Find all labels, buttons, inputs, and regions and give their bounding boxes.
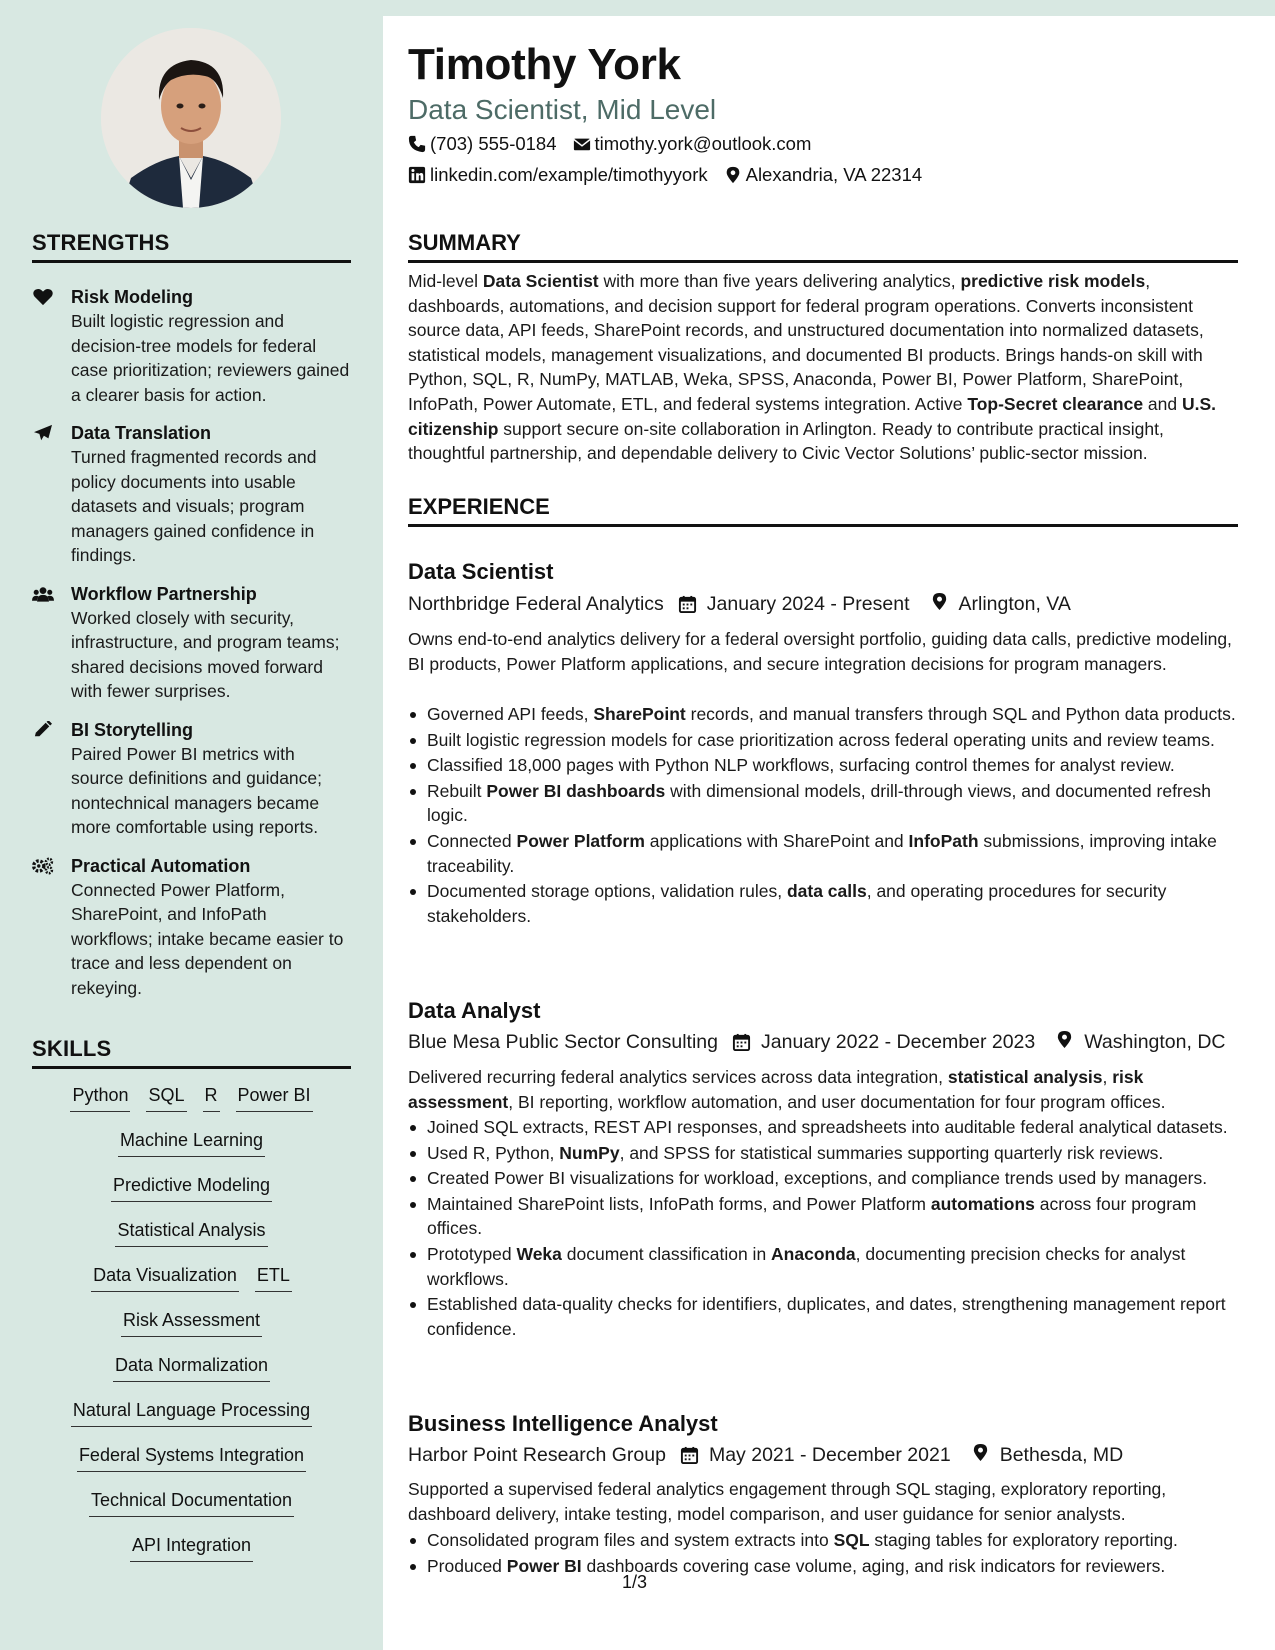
calendar-icon bbox=[680, 1446, 699, 1465]
skill-tag: Risk Assessment bbox=[121, 1307, 262, 1337]
job-bullet: Prototyped Weka document classification in Anaconda, documenting precision checks for analyst workflows. bbox=[408, 1242, 1238, 1291]
job-company: Blue Mesa Public Sector Consulting bbox=[408, 1031, 718, 1053]
skill-tag: Data Visualization bbox=[91, 1262, 239, 1292]
contact-row-1 bbox=[408, 133, 827, 155]
job-bullets bbox=[408, 1528, 1238, 1579]
job-company: Northbridge Federal Analytics bbox=[408, 593, 664, 615]
job-location: Bethesda, MD bbox=[999, 1444, 1124, 1466]
job-bullet: Created Power BI visualizations for workload, exceptions, and compliance trends used by managers. bbox=[408, 1166, 1238, 1191]
job-bullet: Established data-quality checks for identifiers, duplicates, and dates, strengthening management report confidence. bbox=[408, 1292, 1238, 1341]
job-meta bbox=[408, 1030, 1226, 1055]
job-title: Business Intelligence Analyst bbox=[408, 1411, 718, 1436]
skill-tag: Natural Language Processing bbox=[71, 1397, 312, 1427]
strength-title: BI Storytelling bbox=[71, 719, 194, 740]
strength-item bbox=[32, 421, 352, 568]
job-meta bbox=[408, 1443, 1123, 1468]
job-company: Harbor Point Research Group bbox=[408, 1444, 666, 1466]
job-dates: January 2024 - Present bbox=[706, 593, 910, 615]
strength-title: Risk Modeling bbox=[71, 287, 194, 307]
job-bullet: Classified 18,000 pages with Python NLP workflows, surfacing control themes for analyst review. bbox=[408, 753, 1238, 778]
envelope-icon bbox=[573, 135, 591, 153]
job-location: Washington, DC bbox=[1084, 1031, 1226, 1053]
linkedin-icon bbox=[408, 166, 426, 184]
strength-item bbox=[32, 582, 352, 704]
calendar-icon bbox=[732, 1033, 751, 1052]
strengths-heading: STRENGTHS bbox=[32, 230, 351, 263]
job-meta bbox=[408, 592, 1071, 617]
job-bullet: Connected Power Platform applications with SharePoint and InfoPath submissions, improving intake traceability. bbox=[408, 829, 1238, 878]
contact-row-2 bbox=[408, 164, 938, 186]
job-location: Arlington, VA bbox=[958, 593, 1071, 615]
users-icon bbox=[32, 582, 71, 704]
job-bullet: Used R, Python, NumPy, and SPSS for statistical summaries supporting quarterly risk reviews. bbox=[408, 1141, 1238, 1166]
strength-desc: Worked closely with security, infrastructure, and program teams; shared decisions moved forward with fewer surprises. bbox=[71, 607, 340, 701]
job-dates: January 2022 - December 2023 bbox=[761, 1031, 1036, 1053]
candidate-name: Timothy York bbox=[408, 40, 681, 89]
summary-text: Mid-level Data Scientist with more than five years delivering analytics, predictive risk models, dashboards, automations, and decision support for federal program operations. Converts inconsistent source data, API feeds, SharePoint records, and unstructured documentation into normalized datasets, statistical models, management visualizations, and documented BI products. Brings hands-on skill with Python, SQL, R, NumPy, MATLAB, Weka, SPSS, Anaconda, Power BI, Power Platform, SharePoint, InfoPath, Power Automate, ETL, and federal systems integration. Active Top-Secret clearance and U.S. citizenship support secure on-site collaboration in Arlington. Ready to contribute practical insight, thoughtful partnership, and dependable delivery to Civic Vector Solutions’ public-sector mission. bbox=[408, 271, 1217, 464]
job-bullet: Consolidated program files and system extracts into SQL staging tables for exploratory reporting. bbox=[408, 1528, 1238, 1553]
skill-tag: Data Normalization bbox=[113, 1352, 270, 1382]
skill-tag: Federal Systems Integration bbox=[77, 1442, 306, 1472]
map-pin-icon bbox=[971, 1443, 990, 1462]
strength-desc: Paired Power BI metrics with source definitions and guidance; nontechnical managers became more comfortable using reports. bbox=[71, 743, 323, 837]
profile-photo bbox=[101, 28, 281, 208]
job-bullets bbox=[408, 1115, 1238, 1342]
skill-tag: API Integration bbox=[130, 1532, 253, 1562]
map-pin-icon bbox=[1055, 1030, 1074, 1049]
skills-list bbox=[32, 1082, 351, 1577]
candidate-role: Data Scientist, Mid Level bbox=[408, 94, 717, 125]
strength-title: Data Translation bbox=[71, 423, 212, 443]
strength-desc: Connected Power Platform, SharePoint, and InfoPath workflows; intake became easier to trace and less dependent on rekeying. bbox=[71, 879, 344, 998]
strength-item bbox=[32, 285, 352, 407]
strength-item bbox=[32, 854, 352, 1001]
strength-desc: Turned fragmented records and policy documents into usable datasets and visuals; program managers gained confidence in findings. bbox=[71, 447, 317, 565]
phone-text: (703) 555-0184 bbox=[430, 133, 557, 154]
job-dates: May 2021 - December 2021 bbox=[708, 1444, 951, 1466]
skill-tag: Predictive Modeling bbox=[111, 1172, 272, 1202]
strengths-list bbox=[32, 285, 352, 1014]
job-bullets bbox=[408, 702, 1238, 929]
top-band bbox=[0, 0, 1275, 16]
contact-email[interactable] bbox=[573, 133, 812, 155]
page-number: 1/3 bbox=[622, 1572, 648, 1592]
skill-tag: Python bbox=[70, 1082, 130, 1112]
strength-title: Workflow Partnership bbox=[71, 583, 257, 604]
job-bullet: Governed API feeds, SharePoint records, and manual transfers through SQL and Python data products. bbox=[408, 702, 1238, 727]
job-title: Data Analyst bbox=[408, 998, 541, 1023]
skill-tag: Statistical Analysis bbox=[115, 1217, 267, 1247]
strength-item bbox=[32, 718, 352, 840]
job-bullet: Produced Power BI dashboards covering case volume, aging, and risk indicators for reviewers. bbox=[408, 1554, 1238, 1579]
job-bullet: Joined SQL extracts, REST API responses, and spreadsheets into auditable federal analytical datasets. bbox=[408, 1115, 1238, 1140]
contact-phone bbox=[408, 133, 557, 155]
skill-tag: ETL bbox=[255, 1262, 292, 1292]
job-bullet: Rebuilt Power BI dashboards with dimensional models, drill-through views, and documented refresh logic. bbox=[408, 779, 1238, 828]
map-pin-icon bbox=[930, 592, 949, 611]
pencil-icon bbox=[32, 718, 71, 840]
job-overview: Supported a supervised federal analytics engagement through SQL staging, exploratory reporting, dashboard delivery, intake testing, model comparison, and user guidance for senior analysts. bbox=[408, 1479, 1167, 1524]
skill-tag: SQL bbox=[146, 1082, 186, 1112]
skill-tag: Machine Learning bbox=[118, 1127, 265, 1157]
skill-tag: Power BI bbox=[236, 1082, 313, 1112]
location-text: Alexandria, VA 22314 bbox=[745, 164, 923, 185]
paper-plane-icon bbox=[32, 421, 71, 568]
job-overview: Owns end-to-end analytics delivery for a federal oversight portfolio, guiding data calls, predictive modeling, BI products, Power Platform applications, and secure integration decisions for program managers. bbox=[408, 629, 1232, 674]
job-title: Data Scientist bbox=[408, 559, 554, 584]
gears-icon bbox=[32, 854, 71, 1001]
contact-linkedin[interactable] bbox=[408, 164, 708, 186]
email-text[interactable]: timothy.york@outlook.com bbox=[594, 133, 812, 154]
job-bullet: Built logistic regression models for case prioritization across federal operating units and review teams. bbox=[408, 728, 1238, 753]
job-bullet: Documented storage options, validation rules, data calls, and operating procedures for security stakeholders. bbox=[408, 879, 1238, 928]
calendar-icon bbox=[678, 595, 697, 614]
skill-tag: R bbox=[203, 1082, 220, 1112]
strength-title: Practical Automation bbox=[71, 855, 251, 876]
skill-tag: Technical Documentation bbox=[89, 1487, 294, 1517]
job-overview: Delivered recurring federal analytics services across data integration, statistical analysis, risk assessment, BI reporting, workflow automation, and user documentation for four program offices. bbox=[408, 1067, 1166, 1112]
linkedin-text[interactable]: linkedin.com/example/timothyyork bbox=[430, 164, 708, 185]
heart-icon bbox=[32, 285, 71, 407]
summary-heading: SUMMARY bbox=[408, 230, 1238, 263]
experience-heading: EXPERIENCE bbox=[408, 494, 1238, 527]
contact-location bbox=[724, 164, 923, 186]
map-pin-icon bbox=[724, 166, 742, 184]
skills-heading: SKILLS bbox=[32, 1036, 351, 1069]
job-bullet: Maintained SharePoint lists, InfoPath forms, and Power Platform automations across four program offices. bbox=[408, 1192, 1238, 1241]
phone-icon bbox=[408, 135, 426, 153]
strength-desc: Built logistic regression and decision-tree models for federal case prioritization; reviewers gained a clearer basis for action. bbox=[71, 311, 350, 405]
